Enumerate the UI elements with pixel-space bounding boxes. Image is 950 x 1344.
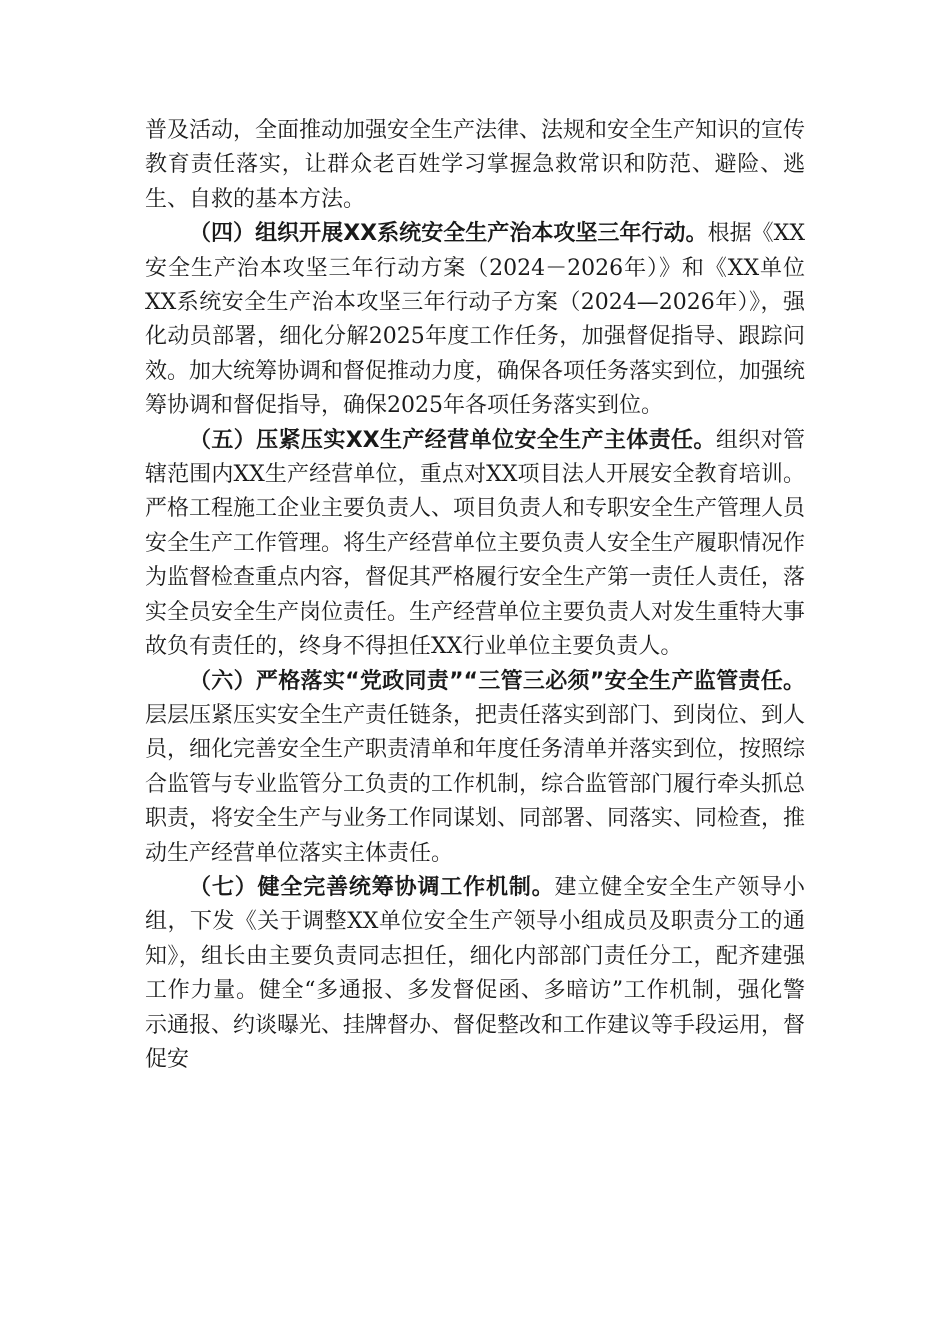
paragraph-4-heading: （六）严格落实“党政同责”“三管三必须”安全生产监管责任。 [189,668,805,694]
paragraph-2-heading: （四）组织开展XX系统安全生产治本攻坚三年行动。 [189,221,708,247]
paragraph-1 [145,114,805,217]
paragraph-3-body: 组织对管辖范围内XX生产经营单位，重点对XX项目法人开展安全教育培训。严格工程施工企业主要负责人、项目负责人和专职安全生产管理人员安全生产工作管理。将生产经营单位主要负责人安全生产履职情况作为监督检查重点内容，督促其严格履行安全生产第一责任人责任，落实全员安全生产岗位责任。生产经营单位主要负责人对发生重特大事故负有责任的，终身不得担任XX行业单位主要负责人。 [145,427,806,660]
paragraph-2-body: 根据《XX安全生产治本攻坚三年行动方案（2024－2026年）》和《XX单位XX系统安全生产治本攻坚三年行动子方案（2024—2026年）》，强化动员部署，细化分解2025年度工作任务，加强督促指导、跟踪问效。加大统筹协调和督促推动力度，确保各项任务落实到位，加强统筹协调和督促指导，确保2025年各项任务落实到位。 [145,221,806,419]
document-body [145,114,805,1077]
paragraph-3 [145,424,805,665]
paragraph-5-heading: （七）健全完善统筹协调工作机制。 [189,874,555,900]
paragraph-5-body: 建立健全安全生产领导小组，下发《关于调整XX单位安全生产领导小组成员及职责分工的通知》，组长由主要负责同志担任，细化内部部门责任分工，配齐建强工作力量。健全“多通报、多发督促函、多暗访”工作机制，强化警示通报、约谈曝光、挂牌督办、督促整改和工作建议等手段运用，督促安 [145,874,806,1072]
paragraph-2 [145,217,805,423]
paragraph-4-body: 层层压紧压实安全生产责任链条，把责任落实到部门、到岗位、到人员，细化完善安全生产职责清单和年度任务清单并落实到位，按照综合监管与专业监管分工负责的工作机制，综合监管部门履行牵头抓总职责，将安全生产与业务工作同谋划、同部署、同落实、同检查，推动生产经营单位落实主体责任。 [145,702,806,866]
paragraph-3-heading: （五）压紧压实XX生产经营单位安全生产主体责任。 [189,427,716,453]
paragraph-5 [145,871,805,1077]
paragraph-4 [145,665,805,871]
paragraph-1-body: 普及活动，全面推动加强安全生产法律、法规和安全生产知识的宣传教育责任落实，让群众老百姓学习掌握急救常识和防范、避险、逃生、自救的基本方法。 [145,118,806,212]
